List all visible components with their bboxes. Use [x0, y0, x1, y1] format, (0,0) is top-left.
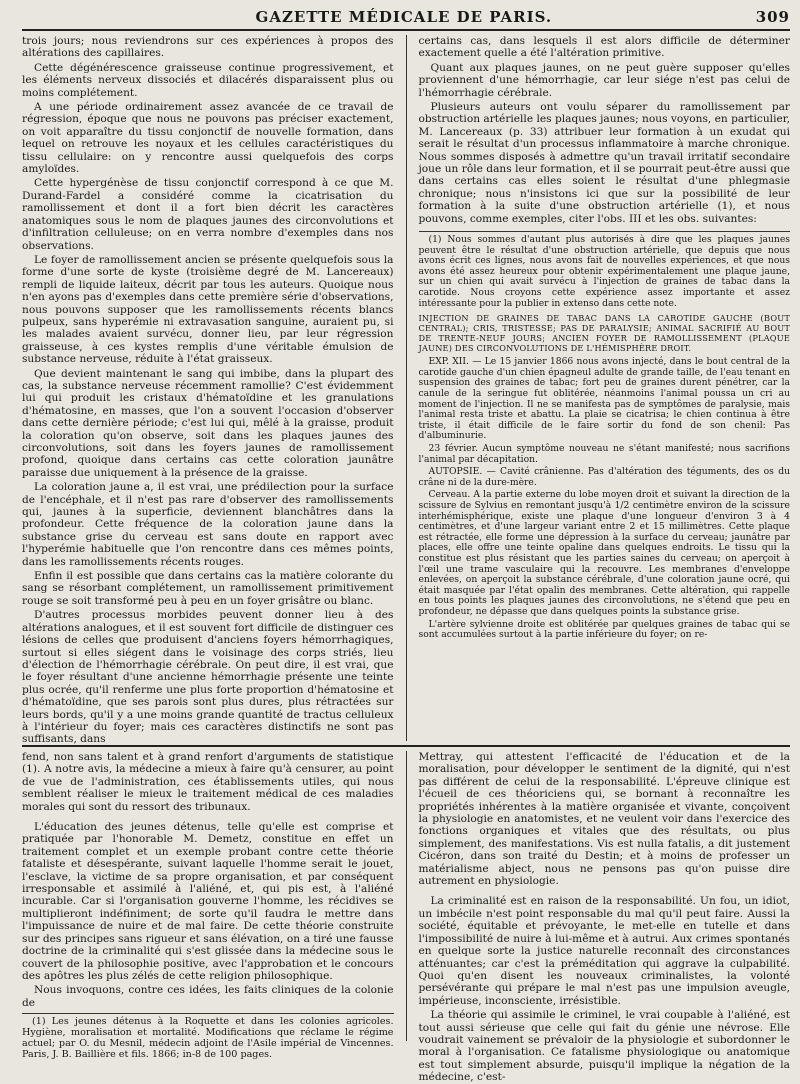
- paragraph: Cette dégénérescence graisseuse continue progressivement, et les éléments nerveux dissociés et dilacérés disparaissent plus ou moins complétement.: [22, 61, 394, 99]
- paragraph: Quant aux plaques jaunes, on ne peut guère supposer qu'elles proviennent d'une hémorrhagie, car leur siége n'est pas celui de l'hémorrhagie cérébrale.: [418, 61, 790, 99]
- paragraph: Cerveau. A la partie externe du lobe moyen droit et suivant la direction de la scissure de Sylvius en remontant jusqu'à 1/2 centimètre environ de la scissure interhémisphérique, existe une plaque d'une longueur d'environ 3 à 4 centimètres, et d'une largeur variant entre 2 et 15 millimètres. Cette plaque est rétractée, elle forme une dépression à la surface du cerveau; jaunâtre par places, elle offre une teinte opaline dans quelques endroits. Le tissu qui la constitue est plus résistant que les parties saines du cerveau; on aperçoit à l'œil une trame vasculaire qui la recouvre. Les membranes d'enveloppe enlevées, on aperçoit la substance cérébrale, d'une coloration jaune ocré, qui était masquée par l'état opalin des membranes. Cette altération, qui rappelle en tous points les plaques jaunes des circonvolutions, ne s'étend que peu en profondeur, ne dépasse que dans quelques points la substance grise.: [418, 489, 790, 617]
- experiment-heading: [419, 313, 791, 353]
- footnote-text: (1) Nous sommes d'autant plus autorisés à dire que les plaques jaunes peuvent être le résultat d'une obstruction artérielle, que depuis que nous avons écrit ces lignes, nous avons fait de nouvelles expériences, et que nous avons été assez heureux pour obtenir expérimentalement une plaque jaune, sur un chien qui avait survécu à l'injection de graines de tabac dans la carotide. Nous croyons cette expérience assez importante et assez intéressante pour la publier in extenso dans cette note.: [418, 234, 790, 309]
- paragraph: L'artère sylvienne droite est oblitérée par quelques graines de tabac qui se sont accumulées surtout à la partie inférieure du foyer; on re-: [418, 618, 790, 641]
- paragraph: fend, non sans talent et à grand renfort d'arguments de statistique (1). A notre avis, la médecine a mieux à faire qu'à censurer, au point de vue de l'administration, ces établissements utiles, qui nous semblent réaliser le mieux le traitement médical de ces maladies morales qui sont du ressort des tribunaux.: [22, 751, 394, 813]
- footnote: [419, 231, 791, 641]
- paragraph: 23 février. Aucun symptôme nouveau ne s'étant manifesté; nous sacrifions l'animal par décapitation.: [418, 443, 790, 465]
- column-rule: [406, 751, 407, 1041]
- paragraph: Mettray, qui attestent l'efficacité de l'éducation et de la moralisation, pour développer le sentiment de la dignité, qui n'est pas différent de celui de la responsabilité. L'épreuve clinique est l'écueil de ces théoriciens qui, se bornant à reconnaître les propriétés inhérentes à la matière organisée et vivante, conçoivent la physiologie en anatomistes, et ne veulent voir dans l'exercice des fonctions organiques et vitales que des résultats, ou plus simplement, des manifestations. Vis est nulla fatalis, a dit justement Cicéron, dans son traité du Destin; et à moins de professer un matérialisme abject, nous ne pensons pas qu'on puisse dire autrement en physiologie.: [418, 751, 790, 888]
- paragraph: La criminalité est en raison de la responsabilité. Un fou, un idiot, un imbécile n'est point responsable du mal qu'il peut faire. Aussi la société, équitable et prévoyante, le met-elle en tutelle et dans l'impossibilité de nuire à lui-même et à autrui. Aux crimes spontanés en quelque sorte la justice naturelle reconnaît des circonstances atténuantes; car c'est la préméditation qui aggrave la culpabilité. Quoi qu'en disent les nouveaux criminalistes, la volonté persévérante qui prépare le mal n'est pas une impulsion aveugle, impérieuse, inconsciente, irrésistible.: [418, 895, 790, 1007]
- paragraph: Enfin il est possible que dans certains cas la matière colorante du sang se résorbant complétement, un ramollissement primitivement rouge se soit transformé peu à peu en un foyer grisâtre ou blanc.: [22, 570, 394, 607]
- top-left-column: [22, 35, 394, 746]
- top-article: [22, 35, 790, 746]
- paragraph: La coloration jaune a, il est vrai, une prédilection pour la surface de l'encéphale, et il n'est pas rare d'observer des ramollissements qui, jaunes à la superficie, deviennent blanchâtres dans la profondeur. Cette fréquence de la coloration jaune dans la substance grise du cerveau est sans doute en rapport avec l'hyperémie habituelle que l'on rencontre dans ces mêmes points, dans les ramollissements récents rouges.: [22, 481, 394, 568]
- running-title: GAZETTE MÉDICALE DE PARIS.: [255, 8, 553, 26]
- top-right-column: [419, 35, 791, 741]
- bottom-article: [22, 751, 790, 1084]
- footnote: [22, 1013, 394, 1060]
- paragraph: trois jours; nous reviendrons sur ces expériences à propos des altérations des capillaires.: [22, 35, 394, 60]
- paragraph: Cette hypergénèse de tissu conjonctif correspond à ce que M. Durand-Fardel a considéré comme la cicatrisation du ramollissement et dont il a fort bien décrit les caractères anatomiques sous le nom de plaques jaunes des circonvolutions et d'infiltration celluleuse; on en verra nombre d'exemples dans nos observations.: [22, 177, 394, 252]
- paragraph: D'autres processus morbides peuvent donner lieu à des altérations analogues, et il est souvent fort difficile de distinguer ces lésions de celles que produisent d'anciens foyers hémorrhagiques, surtout si elles siégent dans le voisinage des corps striés, lieu d'élection de l'hémorrhagie cérébrale. On peut dire, il est vrai, que le foyer résultant d'une ancienne hémorrhagie présente une teinte plus ocrée, qu'il renferme une plus forte proportion d'hématosine et d'hématoïdine, que ses parois sont plus dures, plus rétractées sur leurs bords, qu'il y a une moins grande quantité de tractus celluleux à l'intérieur du foyer; mais ces caractères distinctifs ne sont pas suffisants, dans: [22, 609, 394, 746]
- paragraph: certains cas, dans lesquels il est alors difficile de déterminer exactement quelle a été l'altération primitive.: [418, 35, 790, 60]
- paragraph: A une période ordinairement assez avancée de ce travail de régression, époque que nous ne pouvons pas préciser exactement, on voit apparaître du tissu conjonctif de nouvelle formation, dans lequel on retrouve les noyaux et les cellules caractéristiques du tissu cellulaire: on y rencontre aussi quelquefois des corps amyloïdes.: [22, 101, 394, 176]
- page-header: [22, 8, 790, 31]
- paragraph: EXP. XII. — Le 15 janvier 1866 nous avons injecté, dans le bout central de la carotide gauche d'un chien épagneul adulte de grande taille, de l'eau tenant en suspension des graines de tabac; fort peu de graines durent pénétrer, car la canule de la seringue fut oblitérée, néanmoins l'animal poussa un cri au moment de l'injection. Il ne se manifesta pas de symptômes de paralysie, mais l'animal resta triste et abattu. La plaie se cicatrisa; le chien continua à être triste, il était difficile de le faire sortir du fond de son chenil: Pas d'albuminurie.: [418, 356, 790, 442]
- paragraph: Nous invoquons, contre ces idées, les faits cliniques de la colonie de: [22, 984, 394, 1009]
- paragraph: AUTOPSIE. — Cavité crânienne. Pas d'altération des téguments, des os du crâne ni de la dure-mère.: [418, 466, 790, 488]
- bottom-right-column: [418, 751, 791, 1084]
- column-rule: [406, 35, 407, 741]
- paragraph: Que devient maintenant le sang qui imbibe, dans la plupart des cas, la substance nerveuse récemment ramollie? C'est évidemment lui qui produit les cristaux d'hématoïdine et les granulations d'hématosine, en masses, que l'on a souvent l'occasion d'observer dans cette dernière période; c'est lui qui, mêlé à la graisse, produit la coloration qu'on observe, soit dans les plaques jaunes des circonvolutions, soit dans les foyers jaunes de ramollissement profond, quoique dans certains cas cette coloration jaunâtre paraisse due uniquement à la présence de la graisse.: [22, 367, 394, 479]
- bottom-left-column: [22, 751, 394, 1061]
- paragraph: Plusieurs auteurs ont voulu séparer du ramollissement par obstruction artérielle les plaques jaunes; nous voyons, en particulier, M. Lancereaux (p. 33) attribuer leur formation à un exudat qui serait le résultat d'un processus inflammatoire à marche chronique. Nous sommes disposés à admettre qu'un travail irritatif secondaire joue un rôle dans leur formation, et il se pourrait peut-être aussi que dans certains cas elles soient le résultat d'une phlegmasie chronique; nous n'insistons ici que sur la possibilité de leur formation à la suite d'une obstruction artérielle (1), et nous pouvons, comme exemples, citer l'obs. III et les obs. suivantes:: [418, 101, 790, 225]
- paragraph: Le foyer de ramollissement ancien se présente quelquefois sous la forme d'une sorte de kyste (troisième degré de M. Lancereaux) rempli de liquide laiteux, décrit par tous les auteurs. Quoique nous n'en ayons pas d'exemples dans cette première série d'observations, nous pouvons supposer que les ramollissements récents blancs pulpeux, sans hyperémie ni extravasation sanguine, auraient pu, si les malades avaient survécu, donner lieu, par leur régression graisseuse, à ces kystes remplis d'une véritable émulsion de substance nerveuse, réduite à l'état graisseux.: [22, 253, 394, 366]
- page-number: 309: [755, 8, 790, 26]
- paragraph: La théorie qui assimile le criminel, le vrai coupable à l'aliéné, est tout aussi sérieuse que celle qui fait du génie une névrose. Elle voudrait vainement se prévaloir de la physiologie et subordonner le moral à l'organisation. Ce fatalisme physiologique ou anatomique est tout simplement absurde, puisqu'il implique la négation de la médecine, c'est-: [418, 1009, 790, 1084]
- experiment-heading-text: INJECTION DE GRAINES DE TABAC DANS LA CAROTIDE GAUCHE (BOUT CENTRAL); CRIS, TRISTESSE; PAS DE PARALYSIE; ANIMAL SACRIFIÉ AU BOUT DE TRENTE-NEUF JOURS; ANCIEN FOYER DE RAMOLLISSEMENT (PLAQUE JAUNE) DES CIRCONVOLUTIONS DE L'HÉMISPHÈRE DROIT.: [418, 313, 790, 354]
- footnote-text: (1) Les jeunes détenus à la Roquette et dans les colonies agricoles. Hygiène, moralisation et mortalité. Modifications que réclame le régime actuel; par O. du Mesnil, médecin adjoint de l'Asile impérial de Vincennes. Paris, J. B. Baillière et fils. 1866; in-8 de 100 pages.: [22, 1016, 394, 1061]
- paragraph: L'éducation des jeunes détenus, telle qu'elle est comprise et pratiquée par l'honorable M. Demetz, constitue en effet un traitement complet et un exemple probant contre cette théorie fataliste et désespérante, suivant laquelle l'homme serait le jouet, l'esclave, la victime de sa propre organisation, et par conséquent irresponsable et assimilé à l'aliéné, et, qui pis est, à l'aliéné incurable. Car si l'organisation gouverne l'homme, les récidives se multiplieront indéfiniment; de sorte qu'il faudra le mettre dans l'impuissance de nuire et de mal faire. De cette théorie construite sur des principes sans rigueur et sans élévation, on a tiré une fausse doctrine de la criminalité qui s'est glissée dans la médecine sous le couvert de la philosophie positive, avec l'approbation et le concours des apôtres les plus zélés de cette religion philosophique.: [22, 821, 394, 982]
